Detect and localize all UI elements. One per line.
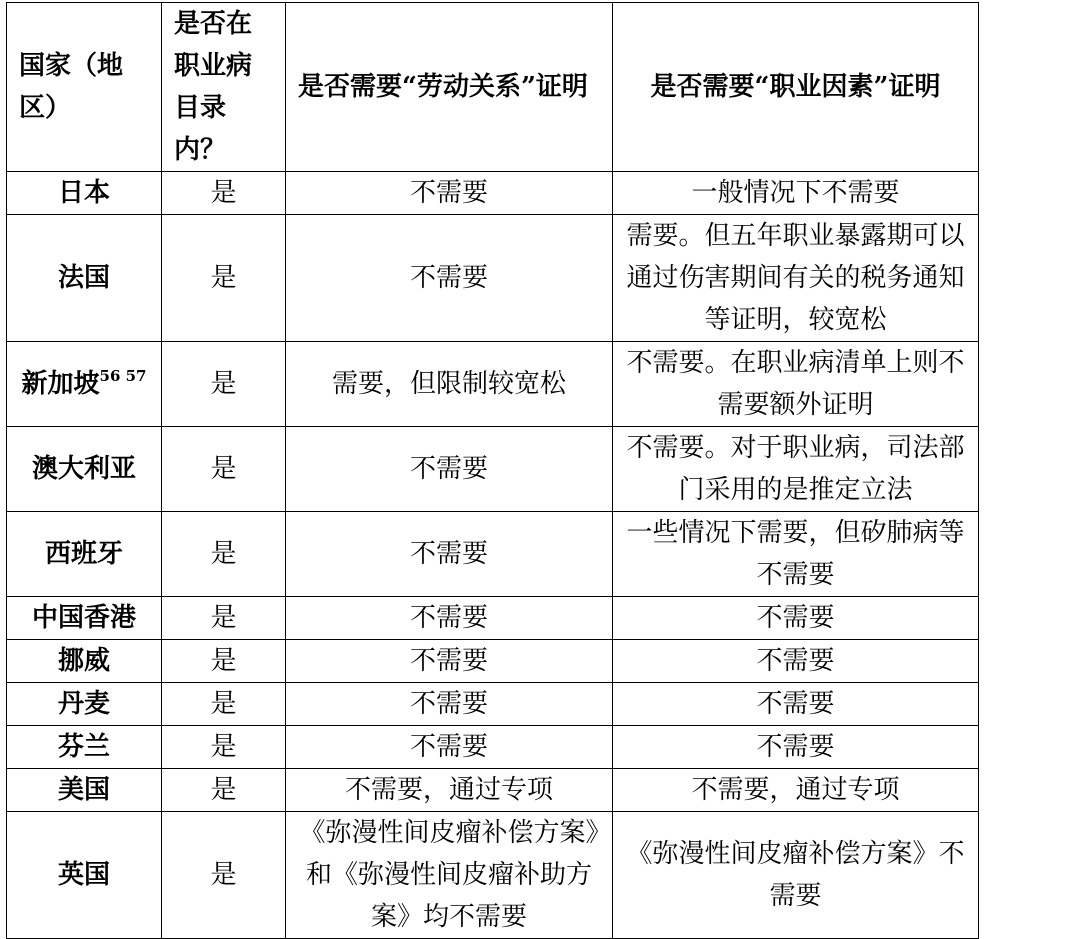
cell-factor: 不需要	[613, 640, 979, 683]
cell-labor: 需要，但限制较宽松	[286, 342, 613, 427]
cell-labor: 不需要	[286, 640, 613, 683]
cell-factor: 不需要。在职业病清单上则不需要额外证明	[613, 342, 979, 427]
cell-factor: 不需要	[613, 726, 979, 769]
cell-factor: 不需要，通过专项	[613, 769, 979, 812]
cell-labor: 不需要	[286, 172, 613, 215]
cell-country: 法国	[7, 215, 162, 342]
cell-country: 西班牙	[7, 512, 162, 597]
cell-in-list: 是	[162, 812, 286, 939]
table-row	[7, 683, 979, 726]
cell-in-list: 是	[162, 215, 286, 342]
table-header-row	[7, 3, 979, 172]
cell-in-list: 是	[162, 342, 286, 427]
cell-in-list: 是	[162, 172, 286, 215]
cell-in-list: 是	[162, 512, 286, 597]
cell-factor: 一些情况下需要，但矽肺病等不需要	[613, 512, 979, 597]
header-labor-relation: 是否需要“劳动关系”证明	[286, 3, 613, 172]
cell-labor: 不需要	[286, 597, 613, 640]
table-row	[7, 172, 979, 215]
cell-country: 中国香港	[7, 597, 162, 640]
table-row	[7, 812, 979, 939]
cell-labor: 不需要	[286, 512, 613, 597]
cell-in-list: 是	[162, 683, 286, 726]
cell-country: 日本	[7, 172, 162, 215]
table-row	[7, 726, 979, 769]
cell-factor: 一般情况下不需要	[613, 172, 979, 215]
occupational-disease-comparison-table	[6, 2, 979, 939]
cell-labor: 不需要	[286, 726, 613, 769]
footnote-superscript: 56 57	[99, 367, 147, 385]
cell-factor: 不需要。对于职业病，司法部门采用的是推定立法	[613, 427, 979, 512]
cell-in-list: 是	[162, 769, 286, 812]
cell-labor: 不需要	[286, 683, 613, 726]
table-row	[7, 427, 979, 512]
cell-country: 澳大利亚	[7, 427, 162, 512]
cell-labor: 不需要，通过专项	[286, 769, 613, 812]
table-row	[7, 342, 979, 427]
header-in-list: 是否在职业病目录内？	[162, 3, 286, 172]
cell-factor: 不需要	[613, 683, 979, 726]
table-row	[7, 512, 979, 597]
cell-in-list: 是	[162, 726, 286, 769]
table-row	[7, 640, 979, 683]
cell-country: 芬兰	[7, 726, 162, 769]
cell-country: 挪威	[7, 640, 162, 683]
cell-labor: 《弥漫性间皮瘤补偿方案》和《弥漫性间皮瘤补助方案》均不需要	[286, 812, 613, 939]
cell-country	[7, 342, 162, 427]
table-row	[7, 215, 979, 342]
header-occupational-factor: 是否需要“职业因素”证明	[613, 3, 979, 172]
table-row	[7, 597, 979, 640]
cell-in-list: 是	[162, 640, 286, 683]
cell-factor: 不需要	[613, 597, 979, 640]
cell-country: 美国	[7, 769, 162, 812]
cell-country-text: 新加坡	[21, 369, 100, 399]
cell-labor: 不需要	[286, 215, 613, 342]
cell-country: 英国	[7, 812, 162, 939]
cell-factor: 《弥漫性间皮瘤补偿方案》不需要	[613, 812, 979, 939]
cell-factor: 需要。但五年职业暴露期可以通过伤害期间有关的税务通知等证明，较宽松	[613, 215, 979, 342]
table-row	[7, 769, 979, 812]
cell-in-list: 是	[162, 427, 286, 512]
cell-labor: 不需要	[286, 427, 613, 512]
cell-country: 丹麦	[7, 683, 162, 726]
header-country: 国家（地区）	[7, 3, 162, 172]
cell-in-list: 是	[162, 597, 286, 640]
